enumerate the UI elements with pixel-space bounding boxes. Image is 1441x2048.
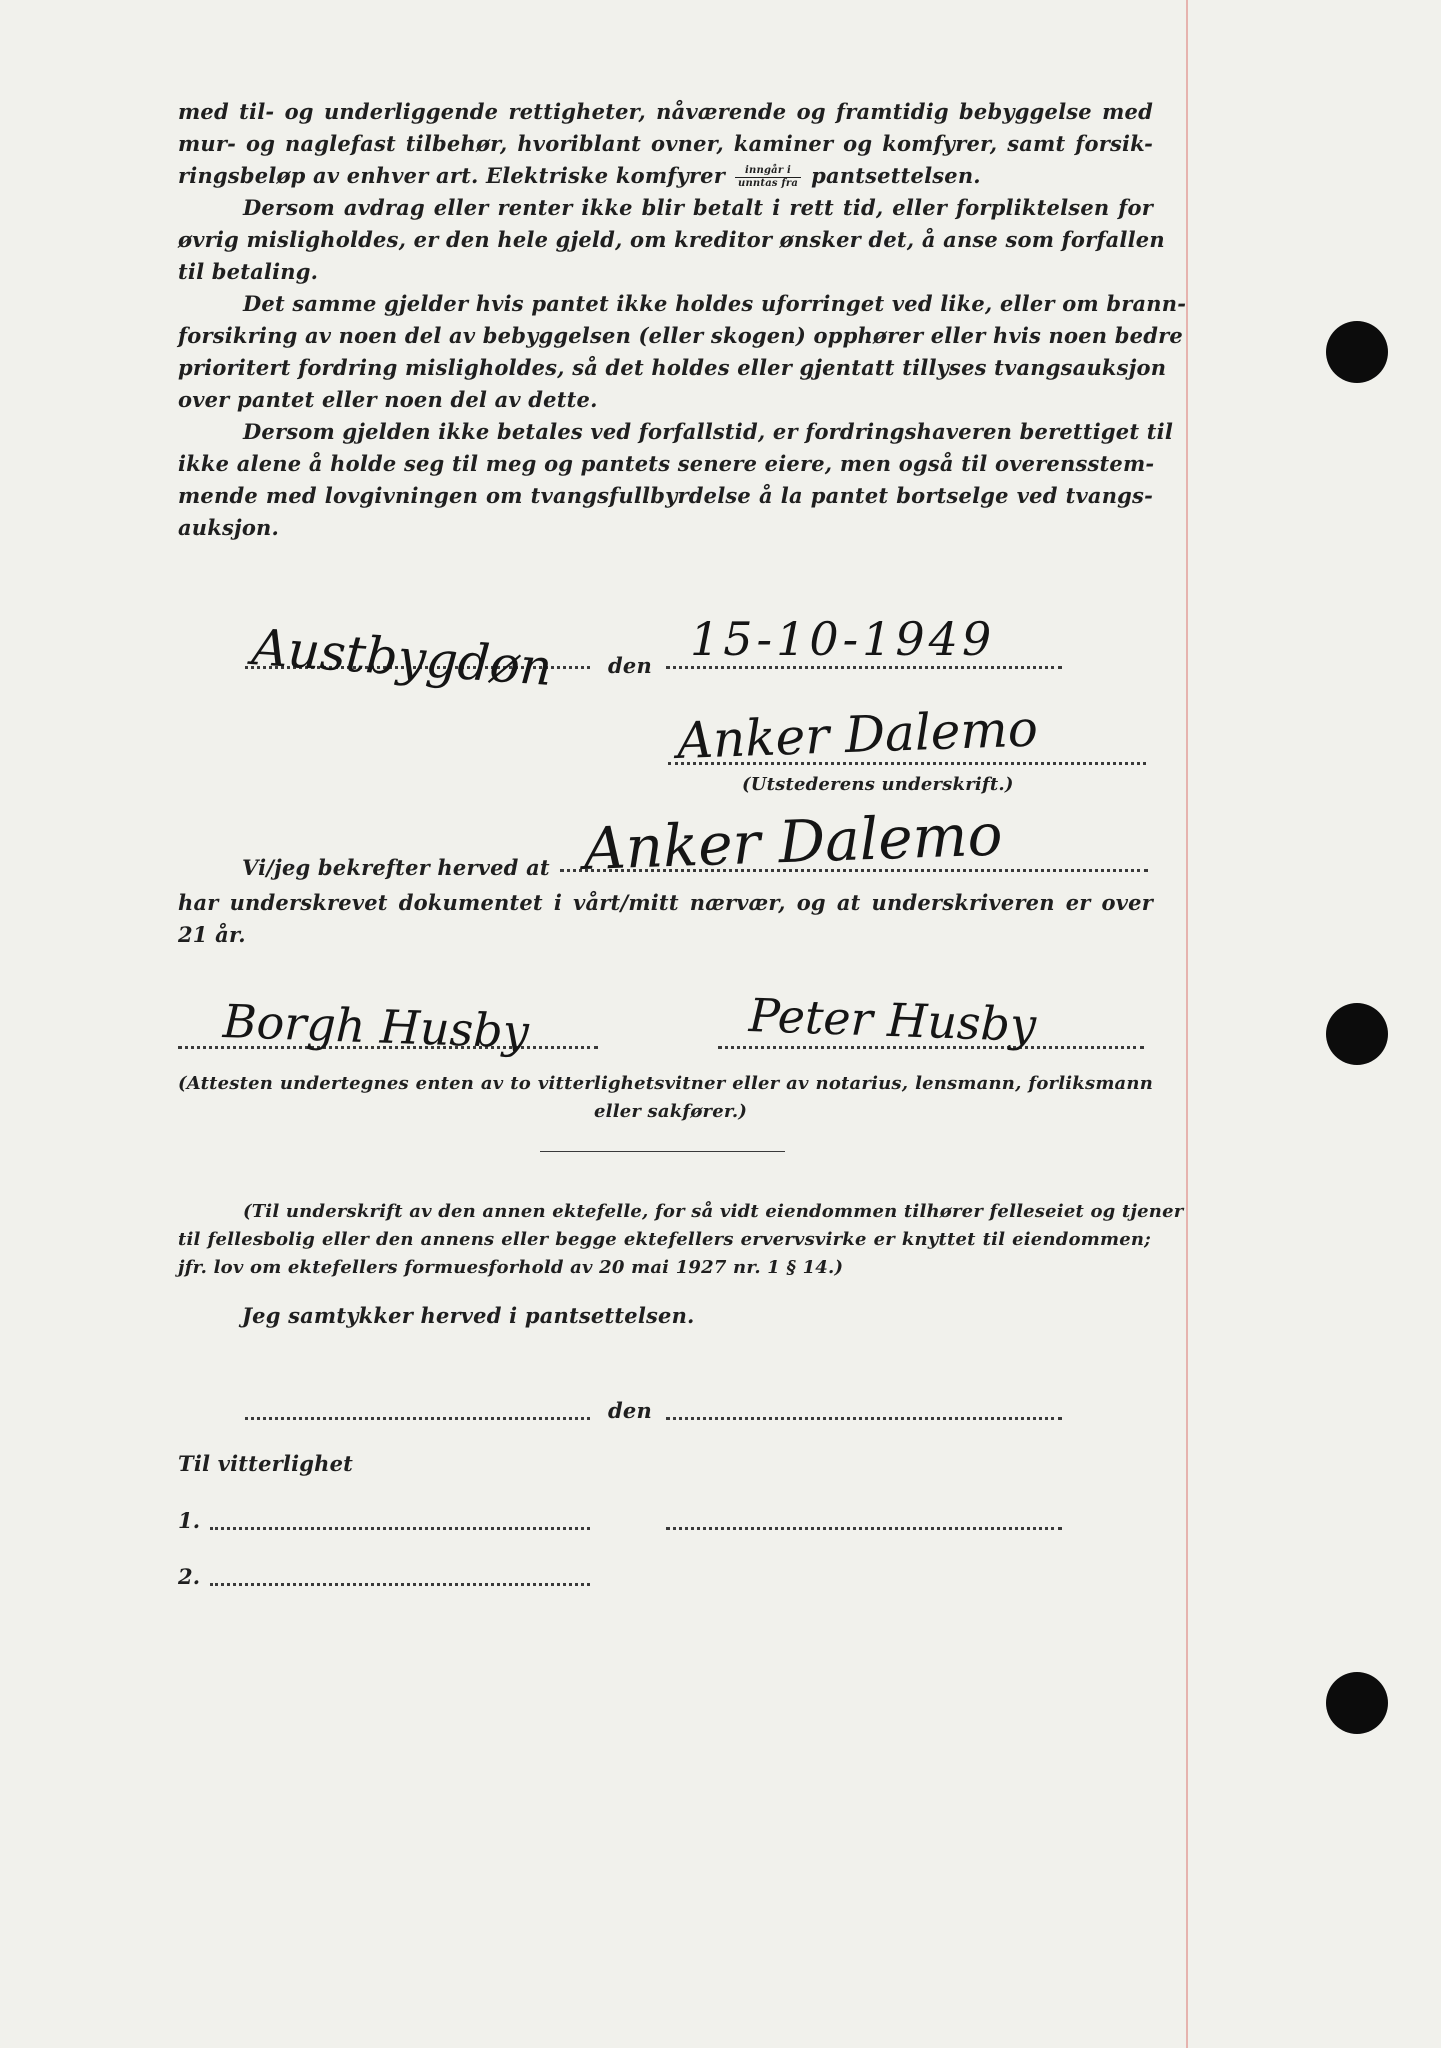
- punch-hole-bottom: [1326, 1672, 1388, 1734]
- issuer-signature-caption: (Utstederens underskrift.): [742, 774, 1014, 795]
- confirmation-name-handwritten: Anker Dalemo: [582, 800, 1004, 883]
- paragraph-3-line-4: over pantet eller noen del av dette.: [178, 387, 598, 412]
- spouse-den-label: den: [608, 1398, 652, 1423]
- place-handwritten: Austbygdøn: [250, 618, 554, 697]
- spouse-consent: Jeg samtykker herved i pantsettelsen.: [242, 1303, 695, 1328]
- spouse-witness-1-line-a: [210, 1527, 590, 1530]
- punch-hole-top: [1326, 321, 1388, 383]
- paragraph-3-line-1: Det samme gjelder hvis pantet ikke holdes uforringet ved like, eller om brann-: [243, 291, 1187, 316]
- paragraph-3-line-2: forsikring av noen del av bebyggelsen (eller skogen) opphører eller hvis noen bedre: [178, 323, 1183, 348]
- paragraph-1-line-2: mur- og naglefast tilbehør, hvoriblant ovner, kaminer og komfyrer, samt forsik-: [178, 131, 1153, 156]
- witness-note-line-1: (Attesten undertegnes enten av to vitterlighetsvitner eller av notarius, lensmann, forliksmann: [178, 1073, 1153, 1094]
- spouse-place-line: [245, 1417, 590, 1420]
- paragraph-1-line-3-end: pantsettelsen.: [811, 163, 981, 188]
- fraction-bottom: unntas fra: [737, 178, 799, 189]
- paragraph-4-line-4: auksjon.: [178, 515, 280, 540]
- spouse-note-line-2: til fellesbolig eller den annens eller begge ektefellers ervervsvirke er knyttet til eiendommen;: [178, 1229, 1151, 1250]
- spouse-note-line-3: jfr. lov om ektefellers formuesforhold av 20 mai 1927 nr. 1 § 14.): [178, 1257, 844, 1278]
- paragraph-1-line-3: [178, 160, 981, 192]
- date-dotted-line: [666, 666, 1062, 669]
- section-divider: [540, 1151, 785, 1152]
- spouse-witness-1-line-b: [666, 1527, 1062, 1530]
- til-vitterlighet-label: Til vitterlighet: [178, 1451, 354, 1476]
- inngar-unntas-fraction: [735, 165, 801, 190]
- paragraph-1-line-1: med til- og underliggende rettigheter, nåværende og framtidig bebyggelse med: [178, 99, 1153, 124]
- witness-number-2: 2.: [178, 1564, 201, 1589]
- margin-line: [1186, 0, 1188, 2048]
- paragraph-2-line-1: Dersom avdrag eller renter ikke blir betalt i rett tid, eller forpliktelsen for: [243, 195, 1153, 220]
- paragraph-2-line-2: øvrig misligholdes, er den hele gjeld, om kreditor ønsker det, å anse som forfallen: [178, 227, 1165, 252]
- paragraph-2-line-3: til betaling.: [178, 259, 319, 284]
- paragraph-4-line-1: Dersom gjelden ikke betales ved forfallstid, er fordringshaveren berettiget til: [243, 419, 1174, 444]
- spouse-date-line: [666, 1417, 1062, 1420]
- witness-number-1: 1.: [178, 1508, 201, 1533]
- confirmation-prefix: Vi/jeg bekrefter herved at: [242, 855, 550, 880]
- fraction-top: inngår i: [735, 165, 801, 178]
- spouse-witness-2-line: [210, 1583, 590, 1586]
- paragraph-3-line-3: prioritert fordring misligholdes, så det holdes eller gjentatt tillyses tvangsauksjon: [178, 355, 1167, 380]
- witness-2-signature: Peter Husby: [748, 988, 1037, 1053]
- paragraph-4-line-3: mende med lovgivningen om tvangsfullbyrdelse å la pantet bortselge ved tvangs-: [178, 483, 1153, 508]
- paragraph-1-line-3-text: ringsbeløp av enhver art. Elektriske komfyrer: [178, 163, 725, 188]
- confirmation-line-3: 21 år.: [178, 922, 246, 947]
- witness-note-line-2: eller sakfører.): [594, 1101, 748, 1122]
- issuer-signature: Anker Dalemo: [675, 699, 1039, 770]
- date-handwritten: 15-10-1949: [690, 612, 996, 666]
- confirmation-line-2: har underskrevet dokumentet i vårt/mitt nærvær, og at underskriveren er over: [178, 890, 1153, 915]
- punch-hole-middle: [1326, 1003, 1388, 1065]
- witness-1-signature: Borgh Husby: [222, 994, 530, 1059]
- paragraph-4-line-2: ikke alene å holde seg til meg og pantets senere eiere, men også til overensstem-: [178, 451, 1155, 476]
- spouse-note-line-1: (Til underskrift av den annen ektefelle, for så vidt eiendommen tilhører felleseiet og tjener: [243, 1201, 1184, 1222]
- den-label: den: [608, 653, 652, 678]
